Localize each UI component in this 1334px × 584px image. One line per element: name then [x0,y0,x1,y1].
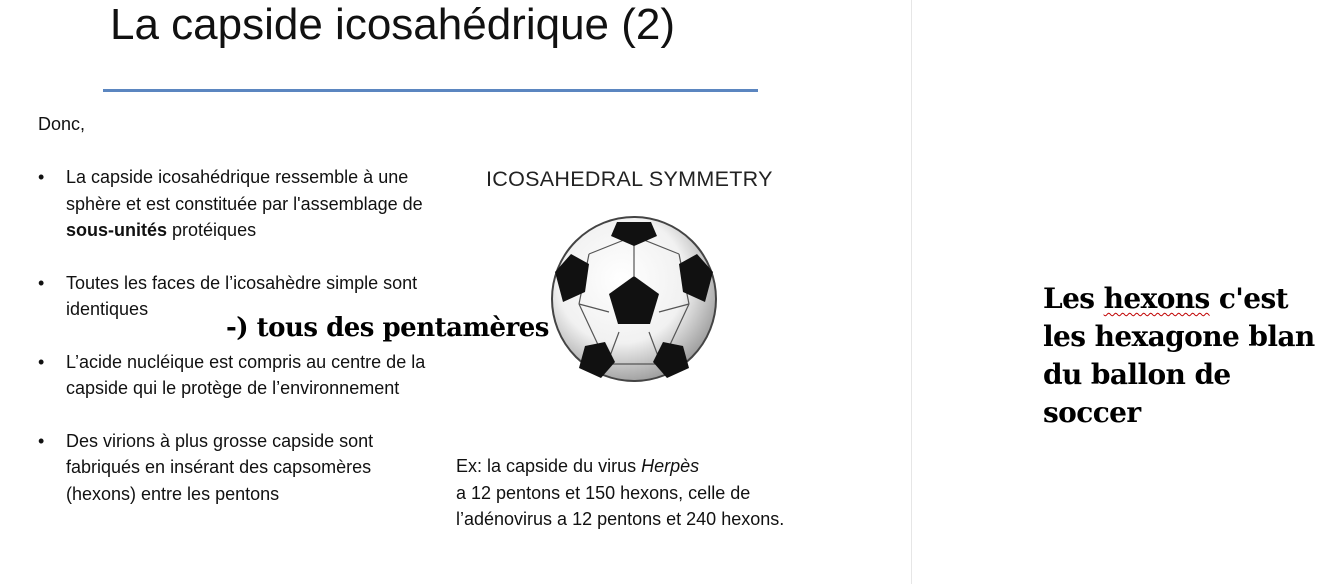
bullet-marker: • [38,430,45,451]
title-underline [103,89,758,92]
example-text[interactable] [456,453,784,533]
bullet-marker: • [38,272,45,293]
bullet-list[interactable] [38,164,438,533]
bullet-text-bold: sous-unités [66,220,168,240]
bullet-marker: • [38,167,45,187]
notes-word: c'est [1209,282,1288,315]
overlay-annotation[interactable]: -) tous des pentamères [226,313,549,343]
example-line [456,453,784,480]
bullet-item[interactable] [38,428,426,508]
figure-caption[interactable]: ICOSAHEDRAL SYMMETRY [486,167,773,191]
bullet-text: La capside icosahédrique ressemble à une sphère et est constituée par l'assemblage de [66,167,423,214]
bullet-marker: • [38,351,45,372]
bullet-text: Toutes les faces de l’icosahèdre simple sont identiques [66,272,418,319]
notes-line [1043,280,1315,318]
example-line: l’adénovirus a 12 pentons et 240 hexons. [456,509,785,529]
spellcheck-flagged-word[interactable]: hexons [1103,282,1210,315]
notes-line: soccer [1043,396,1141,429]
notes-line: les hexagone blan [1043,320,1315,353]
bullet-item[interactable] [38,349,438,402]
bullet-text: L’acide nucléique est compris au centre de la capside qui le protège de l’environnement [66,351,426,398]
intro-text[interactable]: Donc, [38,114,86,134]
example-line: a 12 pentons et 150 hexons, celle de [456,482,751,503]
notes-text[interactable] [1043,280,1315,432]
example-line-text: Ex: la capside du virus [456,456,642,476]
bullet-text: Des virions à plus grosse capside sont fabriqués en insérant des capsomères (hexons) entre les pentons [66,430,374,504]
bullet-text: protéiques [167,220,257,240]
notes-word: Les [1043,282,1104,315]
bullet-item[interactable] [38,164,438,244]
soccer-ball-icon[interactable] [549,214,719,384]
example-italic-text: Herpès [641,456,700,476]
slide-title[interactable]: La capside icosahédrique (2) [110,0,676,49]
notes-line: du ballon de [1043,358,1231,391]
